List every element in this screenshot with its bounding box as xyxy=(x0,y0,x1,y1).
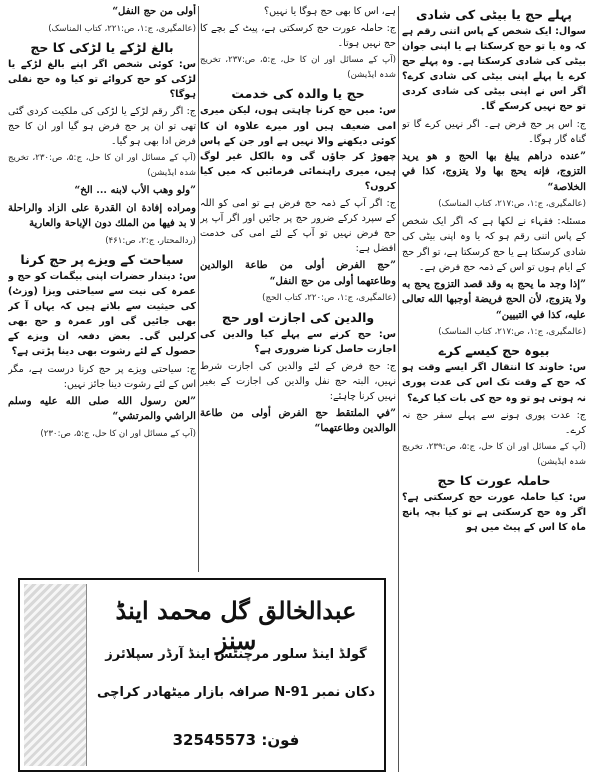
heading-parents-permission: والدین کی اجازت اور حج xyxy=(221,309,375,325)
reference: (آپ کے مسائل اور ان کا حل، ج:۵، ص:۲۳۰، تخریج شدہ ایڈیشن) xyxy=(8,153,196,179)
heading-pregnant-woman-hajj: حاملہ عورت کا حج xyxy=(437,472,551,488)
ad-phone xyxy=(94,730,378,750)
answer-paragraph: ج: سیاحتی ویزے پر حج کرنا درست ہے، مگر اس کے لئے رشوت دینا جائز نہیں: xyxy=(8,363,196,390)
reference: (عالمگیری، ج:۱، ص:۲۲۱، کتاب المناسک) xyxy=(48,23,196,34)
question-paragraph: س: کیا حاملہ عورت حج کرسکتی ہے؟ اگر وہ حج کرسکتی ہے تو کیا بچہ پانچ ماہ کا اس کے پیٹ میں ہو xyxy=(402,491,586,534)
ad-phone-number: 32545573 xyxy=(172,731,257,749)
heading-hajj-or-daughter-marriage: پہلے حج یا بیٹی کی شادی xyxy=(416,7,572,22)
arabic-quote: ”حج الفرض أولى من طاعة الوالدين وطاعتهما أولى من حج النفل“ xyxy=(200,259,396,287)
arabic-quote: ”ولو وهب الأب لابنه ... الخ“ xyxy=(74,184,196,197)
arabic-quote: ومراده إفادة ان القدرة على الزاد والراحلة لا بد فيها من الملك دون الإباحة والعارية xyxy=(8,201,196,230)
reference: (آپ کے مسائل اور ان کا حل، ج:۵، ص:۲۳۹، تخریج شدہ ایڈیشن) xyxy=(402,441,586,467)
ad-decorative-stripe xyxy=(24,584,87,766)
arabic-quote: ”عنده دراهم يبلغ بها الحج و هو يريد التزوج، فإنه يحج بها ولا يتزوج، كذا في الخلاصة“ xyxy=(402,149,586,193)
column-divider-right xyxy=(398,6,399,772)
middle-column xyxy=(200,4,396,574)
ad-business-name: عبدالخالق گل محمد اینڈ سنز xyxy=(115,596,357,655)
left-column xyxy=(8,4,196,574)
reference: (عالمگیری، ج:۱، ص:۲۲۰، کتاب الحج) xyxy=(262,293,396,304)
question-paragraph: س: دیندار حضرات اپنی بیگمات کو حج و عمرہ کی نیت سے سیاحتی ویزا (وزٹ) کی حیثیت سے بلاتے ہیں کہ یہاں آ کر بھی جائیں گی اور عمرہ و حج بھی کرلیں گی۔ بعض دفعہ ان ویزے کے حصول کے لئے رشوت بھی دینا پڑتی ہے؟ xyxy=(8,270,196,358)
answer-paragraph: ج: عدت پوری ہونے سے پہلے سفر حج نہ کرے۔ xyxy=(402,409,586,436)
answer-paragraph: ج: اس پر حج فرض ہے۔ اگر نہیں کرے گا تو گناہ گار ہوگا۔ xyxy=(402,118,586,145)
arabic-quote: ”لعن رسول الله صلى الله عليه وسلم الراشي والمرتشي“ xyxy=(8,394,196,423)
arabic-quote-continued: أولى من حج النفل“ xyxy=(112,5,196,17)
ruling-paragraph: مسئلہ: فقہاء نے لکھا ہے کہ اگر ایک شخص کے پاس اتنی رقم ہو کہ یا وہ اپنی بیٹی کی شادی کرسکتا ہے یا حج کرسکتا ہے، تو اگر حج کے ایام ہوں تو اس کے ذمہ حج فرض ہے۔ xyxy=(402,216,586,273)
column-divider-left xyxy=(198,6,199,572)
answer-paragraph: ج: حج فرض کے لئے والدین کی اجازت شرط نہیں، البتہ حج نفل والدین کی اجازت کے بغیر نہیں کرنا چاہئے: xyxy=(200,360,396,402)
question-paragraph: س: میں حج کرنا چاہتی ہوں، لیکن میری امی ضعیف ہیں اور میرے علاوہ ان کا کوئی دیکھنے والا نہیں ہے اور جن کے پاس چھوڑ کر جاؤں گی وہ بالکل غیر لوگ ہیں، میری راہنمائی فرمائیں کہ میں کیا کروں؟ xyxy=(200,105,396,192)
ad-subtitle: گولڈ اینڈ سلور مرچنٹس اینڈ آرڈر سپلائرز xyxy=(105,647,367,662)
question-paragraph: س: خاوند کا انتقال اگر ایسے وقت ہو کہ حج کے وقت تک اس کی عدت پوری نہ ہوتی ہو تو وہ حج کی بات کیا کرے؟ xyxy=(402,362,586,404)
reference: (عالمگیری، ج:۱، ص:۲۱۷، کتاب المناسک) xyxy=(438,327,586,338)
answer-paragraph: ج: اگر رقم لڑکے یا لڑکی کی ملکیت کردی گئی تھی تو ان پر حج فرض ہو گیا اور ان کا حج فرض ادا بھی ہو گیا۔ xyxy=(8,105,196,148)
question-paragraph: س: کوئی شخص اگر اپنے بالغ لڑکے یا لڑکی کو حج کروائے تو کیا وہ حج نفلی ہوگا؟ xyxy=(8,58,196,100)
arabic-quote: ”إذا وجد ما يحج به وقد قصد التزوج يحج به ولا يتزوج، لأن الحج فريضة أوجبها الله تعالى عليه، كذا في التبيين“ xyxy=(402,277,586,321)
heading-adult-child-hajj: بالغ لڑکے یا لڑکی کا حج xyxy=(30,39,174,55)
ad-address: دکان نمبر N-91 صرافہ بازار میٹھادر کراچی xyxy=(96,685,376,700)
question-paragraph: سوال: ایک شخص کے پاس اتنی رقم ہے کہ وہ یا تو حج کرسکتا ہے یا اپنی جوان بیٹی کی شادی کرسکتا ہے۔ وہ پہلے حج کرے یا پہلے اپنی بیٹی کی شادی کرے؟ اگر اس نے اپنی بیٹی کی شادی کردی تو حج نہیں کرسکے گا۔ xyxy=(402,26,586,113)
heading-widow-hajj: بیوہ حج کیسے کرے xyxy=(438,343,550,359)
right-column xyxy=(402,4,586,774)
advertisement-box xyxy=(18,578,386,772)
question-paragraph: س: حج کرنے سے پہلے کیا والدین کی اجازت حاصل کرنا ضروری ہے؟ xyxy=(200,328,396,355)
heading-tourist-visa-hajj: سیاحت کے ویزے پر حج کرنا xyxy=(20,251,184,267)
answer-paragraph: ج: حاملہ عورت حج کرسکتی ہے، پیٹ کے بچے کا حج نہیں ہوتا۔ xyxy=(200,23,396,50)
reference: (عالمگیری، ج:۱، ص:۲۱۷، کتاب المناسک) xyxy=(438,199,586,210)
answer-paragraph: ج: اگر آپ کے ذمہ حج فرض ہے تو امی کو اللہ کے سپرد کرکے ضرور حج پر جائیں اور اگر آپ پر حج فرض نہیں تو آپ کے لئے امی کی خدمت افضل ہے: xyxy=(200,198,396,255)
reference: (آپ کے مسائل اور ان کا حل، ج:۵، ص:۲۳۷، تخریج شدہ ایڈیشن) xyxy=(200,55,396,81)
reference: (آپ کے مسائل اور ان کا حل، ج:۵، ص:۲۳۰) xyxy=(40,428,196,439)
reference: (ردالمحتار، ج:۲، ص:۴۶۱) xyxy=(105,235,196,246)
heading-hajj-or-mother-service: حج یا والدہ کی خدمت xyxy=(231,86,365,102)
arabic-quote: ”في الملتقط حج الفرض أولى من طاعة الوالدين وطاعتهما“ xyxy=(200,406,396,435)
ad-phone-label: فون: xyxy=(261,731,300,749)
continued-text: ہے، اس کا بھی حج ہوگا یا نہیں؟ xyxy=(263,6,396,17)
